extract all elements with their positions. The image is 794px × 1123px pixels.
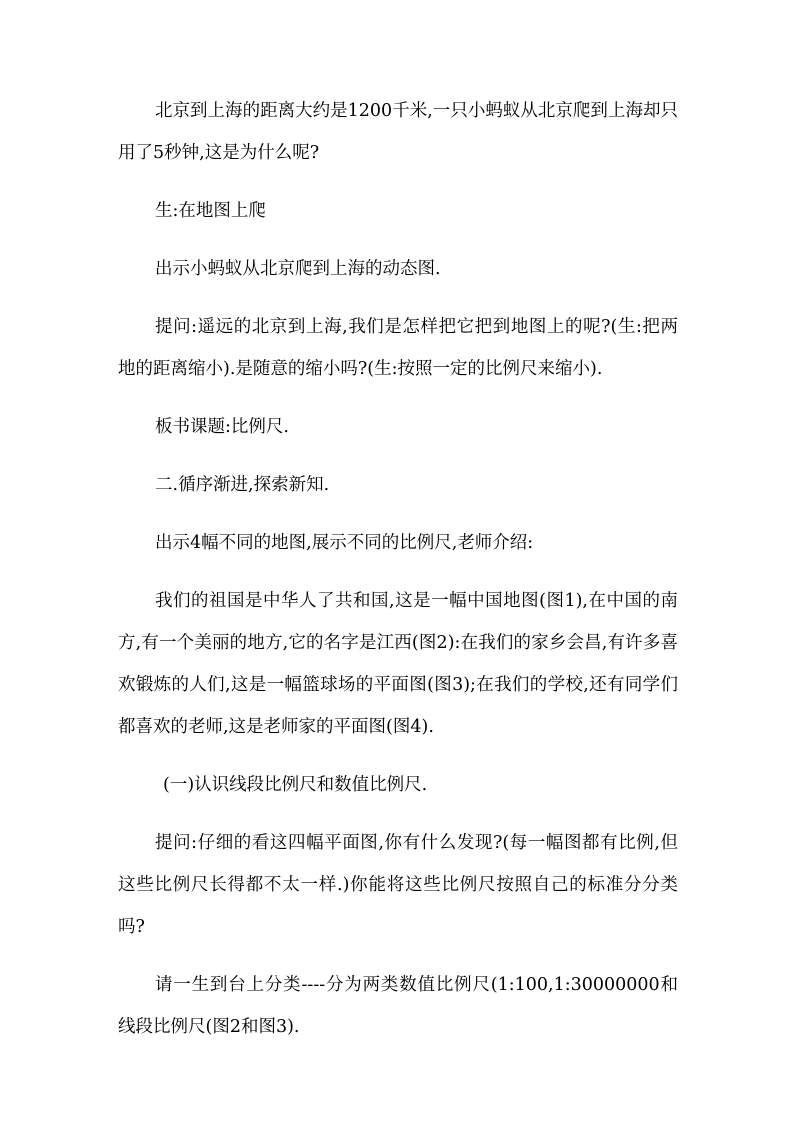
- paragraph-question-scale: 提问:遥远的北京到上海,我们是怎样把它把到地图上的呢?(生:把两地的距离缩小).是随意的缩小吗?(生:按照一定的比例尺来缩小).: [118, 317, 678, 379]
- paragraph-student-answer: 生:在地图上爬: [155, 201, 266, 221]
- paragraph-question-observe: 提问:仔细的看这四幅平面图,你有什么发现?(每一幅图都有比例,但这些比例尺长得都不太一样.)你能将这些比例尺按照自己的标准分分类吗?: [118, 833, 678, 937]
- paragraph-classify: 请一生到台上分类----分为两类数值比例尺(1:100,1:30000000和线段比例尺(图2和图3).: [118, 975, 678, 1037]
- section-heading-explore: 二.循序渐进,探索新知.: [155, 475, 330, 495]
- document-body: [118, 90, 678, 1064]
- subsection-heading-scale-types: (一)认识线段比例尺和数值比例尺.: [163, 775, 428, 795]
- paragraph-ant-question: 北京到上海的距离大约是1200千米,一只小蚂蚁从北京爬到上海却只用了5秒钟,这是为什么呢?: [118, 101, 678, 163]
- paragraph-show-maps: 出示4幅不同的地图,展示不同的比例尺,老师介绍:: [155, 533, 534, 553]
- paragraph-teacher-intro: 我们的祖国是中华人了共和国,这是一幅中国地图(图1),在中国的南方,有一个美丽的地方,它的名字是江西(图2):在我们的家乡会昌,有许多喜欢锻炼的人们,这是一幅篮球场的平面图(图3);在我们的学校,还有同学们都喜欢的老师,这是老师家的平面图(图4).: [118, 591, 678, 737]
- paragraph-lesson-title: 板书课题:比例尺.: [155, 417, 289, 437]
- paragraph-show-animation: 出示小蚂蚁从北京爬到上海的动态图.: [155, 259, 441, 279]
